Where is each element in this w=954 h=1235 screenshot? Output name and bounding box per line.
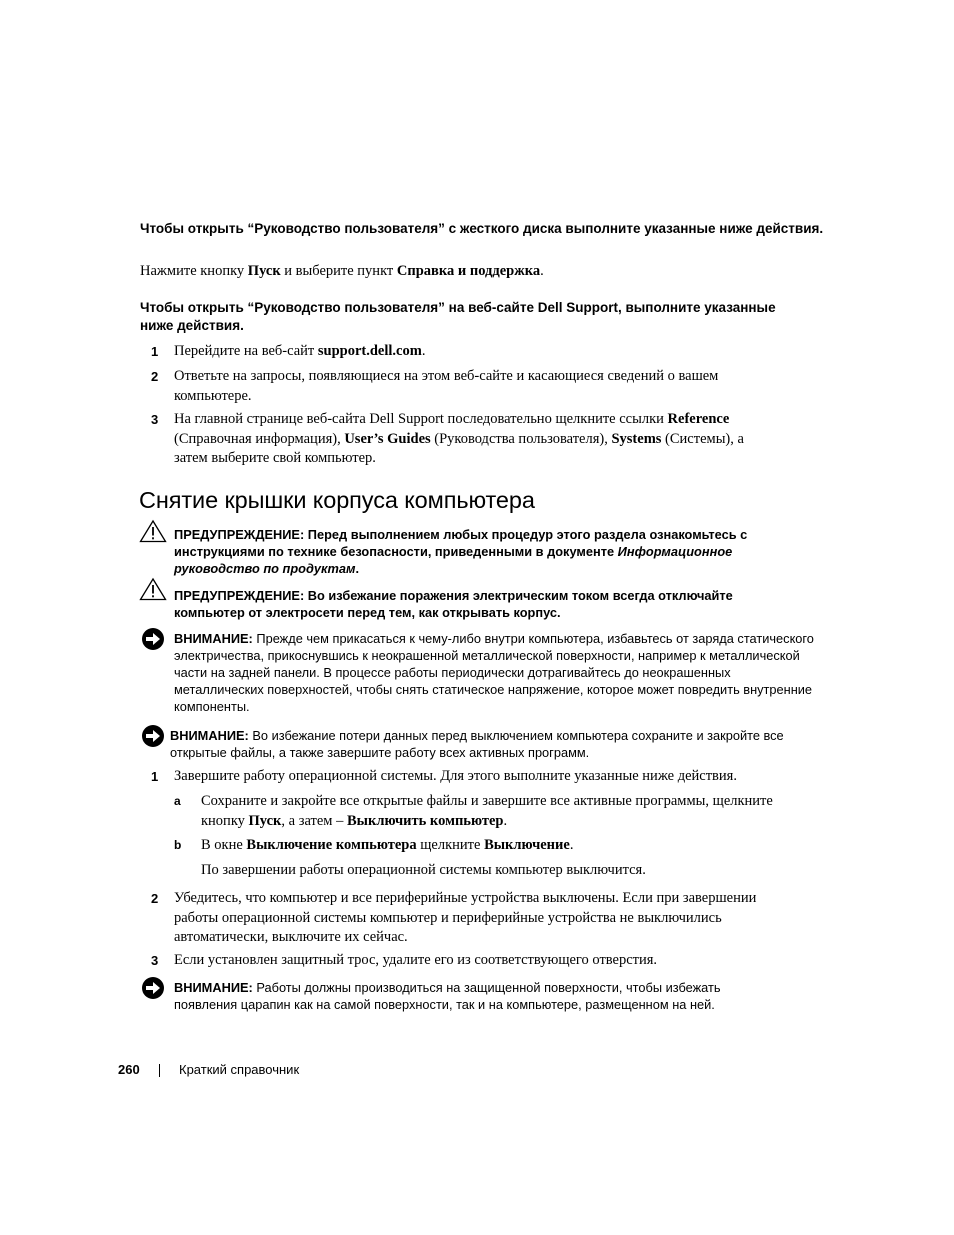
- procedure-text-hdd: Нажмите кнопку Пуск и выберите пункт Справка и поддержка.: [140, 263, 544, 279]
- step-text: Убедитесь, что компьютер и все периферийные устройства выключены. Если при завершении работы операционной системы компьютер и периферийные устройства не выключились автоматически, выключите их сейчас.: [174, 890, 757, 945]
- page-number: 260: [118, 1062, 140, 1077]
- warning-text: ПРЕДУПРЕЖДЕНИЕ: Во избежание поражения электрическим током всегда отключайте компьютер от электросети перед тем, как открывать корпус.: [174, 588, 733, 620]
- warning-triangle-icon: [139, 577, 167, 601]
- step-text: Завершите работу операционной системы. Для этого выполните указанные ниже действия.: [174, 768, 737, 784]
- step-text: Ответьте на запросы, появляющиеся на этом веб-сайте и касающиеся сведений о вашем компьютере.: [174, 368, 719, 404]
- procedure-heading-web: Чтобы открыть “Руководство пользователя” на веб-сайте Dell Support, выполните указанные ниже действия.: [140, 300, 776, 333]
- notice-text: ВНИМАНИЕ: Работы должны производиться на защищенной поверхности, чтобы избежать появления царапин как на самой поверхности, так и на компьютере, размещенном на ней.: [174, 980, 721, 1012]
- step-number: 3: [151, 412, 159, 427]
- substep-letter: b: [174, 838, 182, 852]
- notice-arrow-icon: [141, 627, 165, 651]
- step-number: 2: [151, 891, 159, 906]
- step-text: Если установлен защитный трос, удалите его из соответствующего отверстия.: [174, 952, 658, 968]
- warning-triangle-icon: [139, 519, 167, 543]
- step-text: Перейдите на веб-сайт support.dell.com.: [174, 343, 426, 359]
- substep-letter: a: [174, 794, 181, 808]
- substep-text: В окне Выключение компьютера щелкните Выключение.: [201, 837, 574, 853]
- footer-title: Краткий справочник: [179, 1062, 300, 1077]
- step-number: 1: [151, 344, 159, 359]
- step-number: 2: [151, 369, 159, 384]
- step-number: 1: [151, 769, 159, 784]
- notice-text: ВНИМАНИЕ: Прежде чем прикасаться к чему-либо внутри компьютера, избавьтесь от заряда статического электричества, прикоснувшись к неокрашенной металлической поверхности, например к металлической части на задней панели. В процессе работы периодически дотрагивайтесь до неокрашенных металлических поверхностей, чтобы снять статическое напряжение, которое может повредить внутренние компоненты.: [174, 631, 814, 714]
- substep-result-text: По завершении работы операционной системы компьютер выключится.: [201, 862, 646, 878]
- footer-divider: [159, 1064, 160, 1077]
- notice-arrow-icon: [141, 976, 165, 1000]
- step-number: 3: [151, 953, 159, 968]
- warning-text: ПРЕДУПРЕЖДЕНИЕ: Перед выполнением любых процедур этого раздела ознакомьтесь с инструкциями по технике безопасности, приведенными в документе Информационное руководство по продуктам.: [174, 527, 748, 576]
- step-text: На главной странице веб-сайта Dell Support последовательно щелкните ссылки Reference (Справочная информация), User’s Guides (Руководства пользователя), Systems (Системы), а затем выберите свой компьютер.: [174, 411, 744, 466]
- section-heading: Снятие крышки корпуса компьютера: [139, 487, 535, 513]
- notice-text: ВНИМАНИЕ: Во избежание потери данных перед выключением компьютера сохраните и закройте все открытые файлы, а также завершите работу всех активных программ.: [170, 728, 784, 760]
- substep-text: Сохраните и закройте все открытые файлы и завершите все активные программы, щелкните кнопку Пуск, а затем – Выключить компьютер.: [201, 793, 773, 829]
- procedure-heading-hdd: Чтобы открыть “Руководство пользователя” с жесткого диска выполните указанные ниже действия.: [140, 221, 824, 236]
- notice-arrow-icon: [141, 724, 165, 748]
